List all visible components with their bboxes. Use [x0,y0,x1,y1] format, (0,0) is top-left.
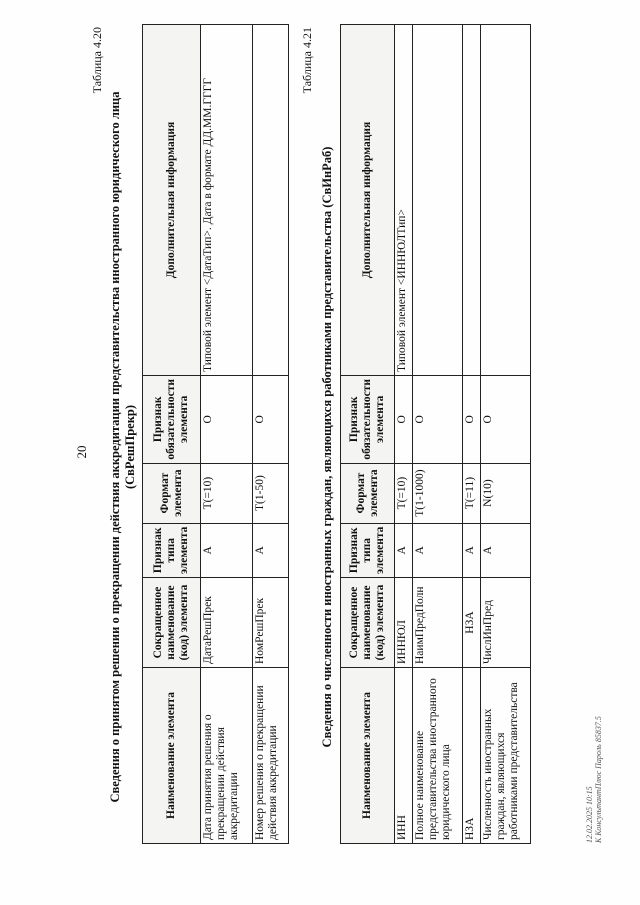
table-cell: О [253,376,289,464]
table-title-4-20 [108,27,138,867]
table-cell: А [201,523,253,577]
table-cell [253,25,289,376]
table-cell: Дата принятия решения о прекращении действия аккредитации [201,668,253,844]
table-row [395,25,413,844]
table-cell: О [413,376,463,464]
table-cell: О [395,376,413,464]
header-cell: Наименование элемента [143,668,201,844]
table-row [413,25,463,844]
table-cell: О [463,376,481,464]
header-cell: Сокращенное наименование (код) элемента [143,578,201,668]
table-label-4-21: Таблица 4.21 [300,27,314,94]
table-cell: А [253,523,289,577]
table-cell: НЗА [463,668,481,844]
table-4-21 [340,24,531,844]
table-row [253,25,289,844]
table-4-20 [142,24,289,844]
table-row [463,25,481,844]
table-cell: N(10) [481,463,531,523]
table-cell: А [481,523,531,577]
rotated-page [30,17,610,887]
table-label-4-20: Таблица 4.20 [90,27,104,94]
header-cell: Сокращенное наименование (код) элемента [341,578,395,668]
table-title-4-21: Сведения о численности иностранных граждан, являющихся работниками представительства (СвИнРаб) [320,146,334,748]
table-cell: Полное наименование представительства иностранного юридического лица [413,668,463,844]
header-cell: Формат элемента [341,463,395,523]
table-cell: Т(=10) [201,463,253,523]
table-cell: Численность иностранных граждан, являющихся работниками представительства [481,668,531,844]
table-cell: Т(1-50) [253,463,289,523]
table-cell: А [463,523,481,577]
table-cell: НЗА [463,578,481,668]
table-cell: Типовой элемент <ИННЮЛТип> [395,25,413,376]
table-cell: ИННЮЛ [395,578,413,668]
print-stamp-line-1: 12.02.2025 10:15 [585,786,594,843]
table-title-line-2: (СвРешПрекр) [123,404,137,490]
table-cell: А [395,523,413,577]
header-cell: Наименование элемента [341,668,395,844]
table-cell: НаимПредПолн [413,578,463,668]
page-number: 20 [74,445,89,459]
table-cell: О [201,376,253,464]
table-header-row [143,25,201,844]
table-cell: Типовой элемент <ДатаТип>. Дата в формате ДД.ММ.ГГГГ [201,25,253,376]
print-stamp [585,716,603,843]
table-cell: Номер решения о прекращении действия аккредитации [253,668,289,844]
print-stamp-line-2: К КонсультантПлюс Пароль 85837.5 [594,716,603,843]
table-cell: О [481,376,531,464]
table-cell [413,25,463,376]
table-cell: Т(=11) [463,463,481,523]
table-cell: ИНН [395,668,413,844]
header-cell: Признак обязательности элемента [143,376,201,464]
header-cell: Дополнительная информация [143,25,201,376]
table-cell [463,25,481,376]
header-cell: Формат элемента [143,463,201,523]
table-header-row [341,25,395,844]
table-cell: ДатаРешПрек [201,578,253,668]
table-cell: Т(1-1000) [413,463,463,523]
table-cell: ЧислИнПред [481,578,531,668]
table-row [481,25,531,844]
table-row [201,25,253,844]
table-cell: А [413,523,463,577]
header-cell: Признак типа элемента [341,523,395,577]
table-cell [481,25,531,376]
table-title-line-1: Сведения о принятом решении о прекращении действия аккредитации представительства иностранного юридического лица [108,91,122,803]
table-cell: Т(=10) [395,463,413,523]
header-cell: Дополнительная информация [341,25,395,376]
header-cell: Признак типа элемента [143,523,201,577]
table-cell: НомРешПрек [253,578,289,668]
header-cell: Признак обязательности элемента [341,376,395,464]
